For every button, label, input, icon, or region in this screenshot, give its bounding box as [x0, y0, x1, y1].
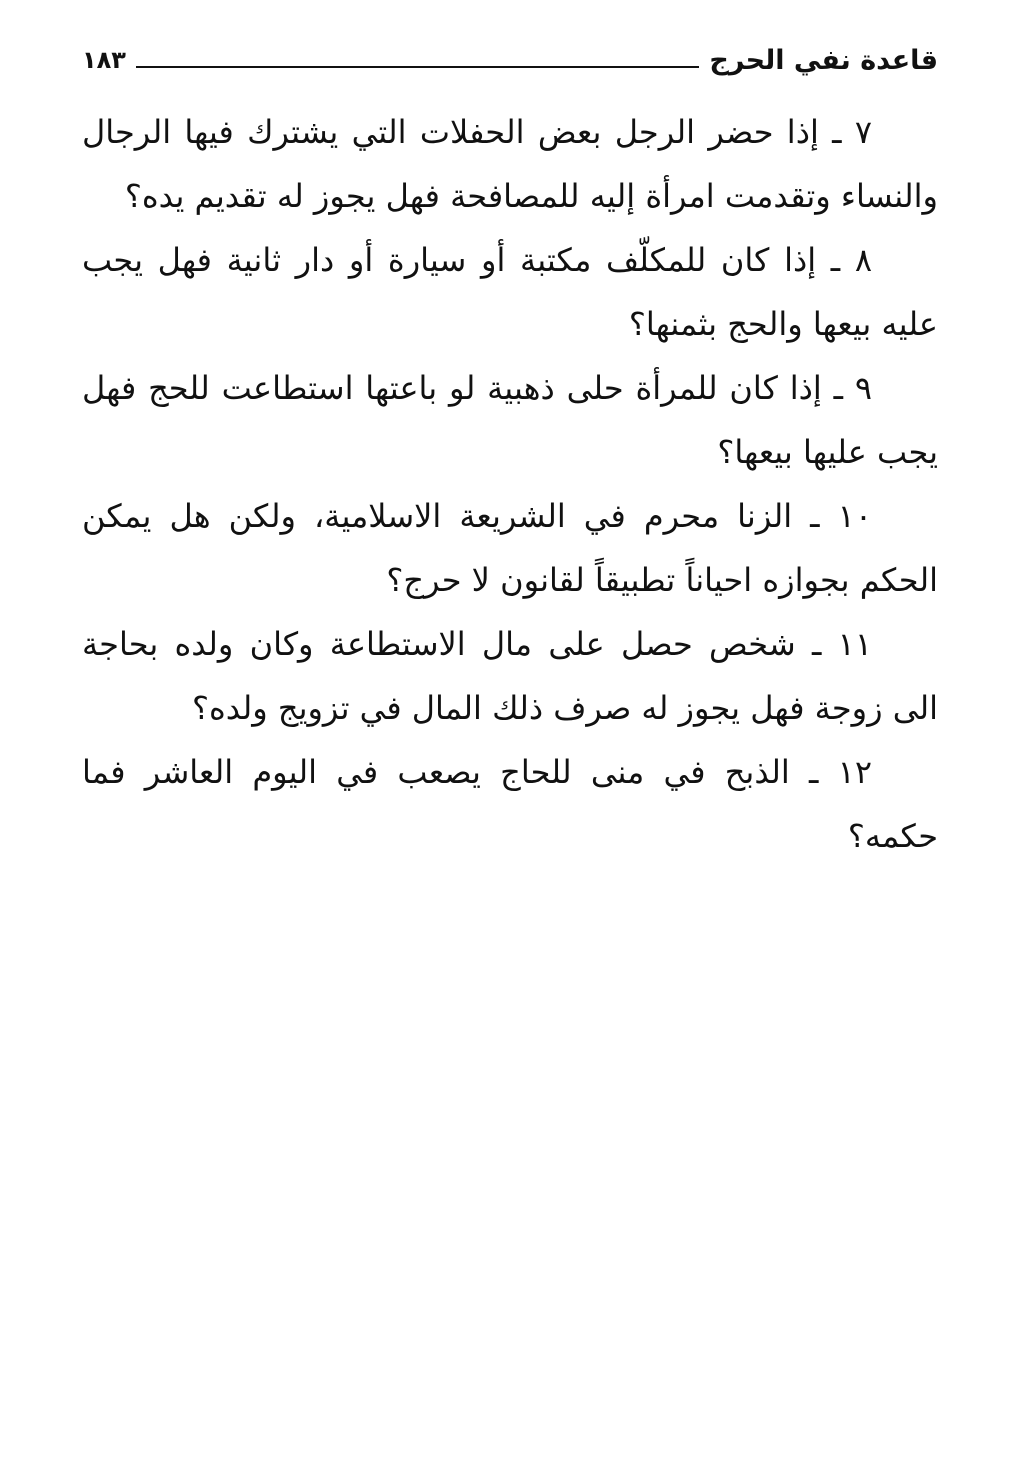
question-7: ٧ ـ إذا حضر الرجل بعض الحفلات التي يشترك فيها الرجال والنساء وتقدمت امرأة إليه للمصافحة فهل يجوز له تقديم يده؟	[82, 113, 938, 215]
header-rule	[136, 66, 699, 68]
question-8: ٨ ـ إذا كان للمكلّف مكتبة أو سيارة أو دار ثانية فهل يجب عليه بيعها والحج بثمنها؟	[82, 241, 938, 343]
question-11: ١١ ـ شخص حصل على مال الاستطاعة وكان ولده بحاجة الى زوجة فهل يجوز له صرف ذلك المال في تزويج ولده؟	[82, 625, 938, 727]
question-12: ١٢ ـ الذبح في منى للحاج يصعب في اليوم العاشر فما حكمه؟	[82, 753, 938, 855]
running-header	[82, 40, 938, 80]
question-10: ١٠ ـ الزنا محرم في الشريعة الاسلامية، ولكن هل يمكن الحكم بجوازه احياناً تطبيقاً لقانون لا حرج؟	[82, 497, 938, 599]
question-list	[82, 100, 938, 868]
running-title: قاعدة نفي الحرج	[709, 44, 938, 76]
question-9: ٩ ـ إذا كان للمرأة حلى ذهبية لو باعتها استطاعت للحج فهل يجب عليها بيعها؟	[82, 369, 938, 471]
page-number: ١٨٣	[82, 46, 126, 74]
